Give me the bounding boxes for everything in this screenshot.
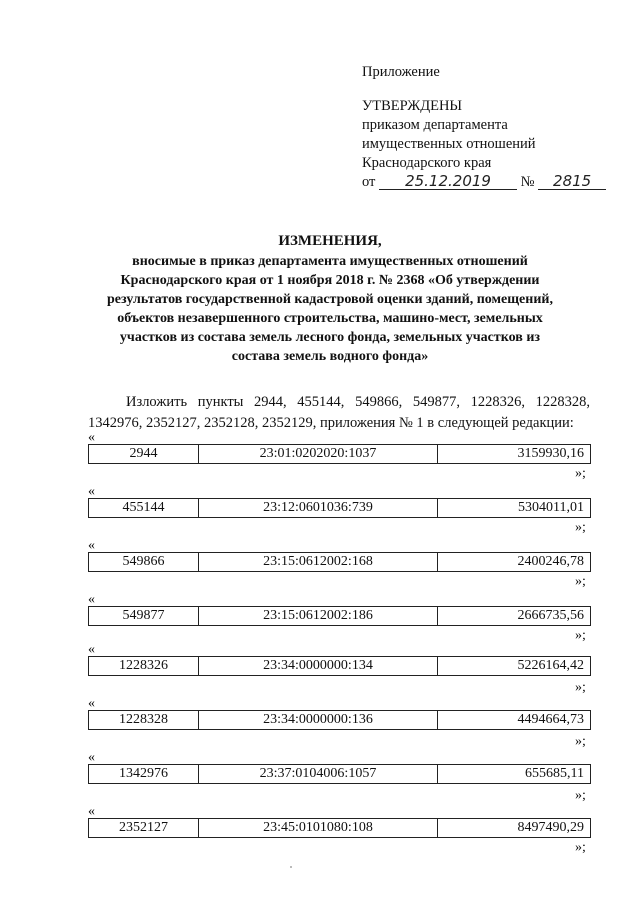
row-number: 455144 (89, 499, 199, 518)
cadastral-number: 23:15:0612002:168 (199, 553, 438, 572)
cadastral-value: 5304011,01 (438, 499, 591, 518)
title-heading: ИЗМЕНЕНИЯ, (278, 233, 382, 249)
quote-open: « (88, 538, 95, 553)
quote-open: « (88, 642, 95, 657)
intro-line-2: 1342976, 2352127, 2352128, 2352129, приложения № 1 в следующей редакции: (88, 415, 574, 431)
table-row (88, 710, 591, 730)
approved-label: УТВЕРЖДЕНЫ (362, 98, 463, 114)
quote-close: »; (575, 574, 586, 589)
title-line-6: состава земель водного фонда» (231, 349, 429, 364)
scan-speck (290, 866, 292, 868)
approval-line-2: имущественных отношений (362, 136, 536, 152)
table-row (88, 764, 591, 784)
table-row (88, 552, 591, 572)
cadastral-number: 23:34:0000000:136 (199, 711, 438, 730)
cadastral-number: 23:01:0202020:1037 (199, 445, 438, 464)
row-number: 1228326 (89, 657, 199, 676)
title-line-5: участков из состава земель лесного фонда, земельных участков из (119, 330, 541, 345)
approval-line-3: Краснодарского края (362, 155, 492, 171)
quote-close: »; (575, 840, 586, 855)
from-label: от (362, 174, 376, 190)
title-line-2: Краснодарского края от 1 ноября 2018 г. № 2368 «Об утверждении (120, 273, 540, 288)
cadastral-number: 23:37:0104006:1057 (199, 765, 438, 784)
cadastral-value: 655685,11 (438, 765, 591, 784)
approval-line-1: приказом департамента (362, 117, 508, 133)
quote-open: « (88, 484, 95, 499)
title-line-1: вносимые в приказ департамента имущественных отношений (132, 254, 528, 269)
approval-block (362, 97, 606, 192)
cadastral-number: 23:12:0601036:739 (199, 499, 438, 518)
row-number: 549877 (89, 607, 199, 626)
quote-open: « (88, 430, 95, 445)
title-line-3: результатов государственной кадастровой оценки зданий, помещений, (107, 292, 553, 307)
quote-close: »; (575, 788, 586, 803)
cadastral-value: 2666735,56 (438, 607, 591, 626)
quote-open: « (88, 592, 95, 607)
title-line-4: объектов незавершенного строительства, машино-мест, земельных (117, 311, 543, 326)
quote-close: »; (575, 734, 586, 749)
appendix-label: Приложение (362, 64, 440, 80)
cadastral-value: 5226164,42 (438, 657, 591, 676)
cadastral-number: 23:15:0612002:186 (199, 607, 438, 626)
number-label: № (520, 174, 535, 190)
quote-close: »; (575, 466, 586, 481)
row-number: 2352127 (89, 819, 199, 838)
table-row (88, 818, 591, 838)
cadastral-value: 2400246,78 (438, 553, 591, 572)
handwritten-date: 25.12.2019 (379, 173, 517, 190)
quote-close: »; (575, 680, 586, 695)
quote-close: »; (575, 520, 586, 535)
row-number: 1228328 (89, 711, 199, 730)
table-row (88, 656, 591, 676)
row-number: 549866 (89, 553, 199, 572)
table-row (88, 444, 591, 464)
cadastral-value: 8497490,29 (438, 819, 591, 838)
table-row (88, 606, 591, 626)
quote-open: « (88, 804, 95, 819)
table-row (88, 498, 591, 518)
cadastral-number: 23:34:0000000:134 (199, 657, 438, 676)
cadastral-value: 3159930,16 (438, 445, 591, 464)
intro-line-1: Изложить пункты 2944, 455144, 549866, 549877, 1228326, 1228328, (126, 394, 590, 410)
quote-open: « (88, 750, 95, 765)
quote-close: »; (575, 628, 586, 643)
row-number: 1342976 (89, 765, 199, 784)
handwritten-number: 2815 (538, 173, 606, 190)
cadastral-number: 23:45:0101080:108 (199, 819, 438, 838)
row-number: 2944 (89, 445, 199, 464)
order-date-number-line (362, 173, 606, 192)
quote-open: « (88, 696, 95, 711)
intro-paragraph (88, 392, 590, 434)
cadastral-value: 4494664,73 (438, 711, 591, 730)
document-title (80, 232, 580, 366)
